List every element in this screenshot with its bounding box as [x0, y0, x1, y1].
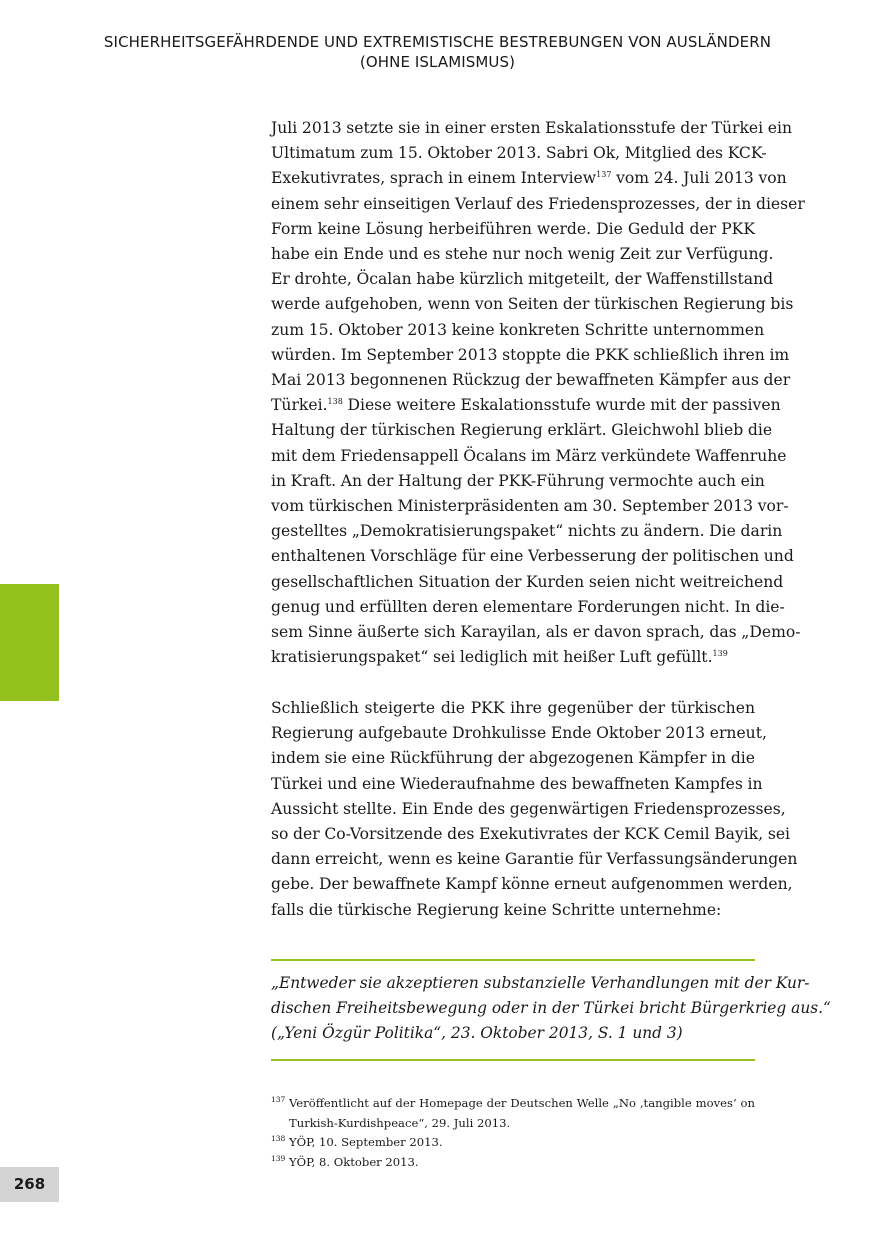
text-line: falls die türkische Regierung keine Schritte unternehme:	[271, 900, 722, 919]
text-fragment: vom 24. Juli 2013 von	[611, 169, 787, 188]
text-fragment: kratisierungspaket“ sei lediglich mit heißer Luft gefüllt.	[271, 648, 713, 667]
text-line: Ultimatum zum 15. Oktober 2013. Sabri Ok, Mitglied des KCK-	[271, 144, 767, 163]
quote-line: „Entweder sie akzeptieren substanzielle Verhandlungen mit der Kur-	[271, 974, 810, 992]
running-header-line-2: (OHNE ISLAMISMUS)	[359, 53, 516, 71]
running-header-line-1: SICHERHEITSGEFÄHRDENDE UND EXTREMISTISCHE BESTREBUNGEN VON AUSLÄNDERN	[103, 33, 772, 51]
text-line: Form keine Lösung herbeiführen werde. Die Geduld der PKK	[271, 219, 755, 238]
text-line: dann erreicht, wenn es keine Garantie für Verfassungsänderungen	[271, 850, 798, 869]
text-line: Haltung der türkischen Regierung erklärt. Gleichwohl blieb die	[271, 421, 773, 440]
quote-rule-bottom	[271, 1059, 755, 1061]
footnote-137	[271, 1094, 755, 1133]
text-line: vom türkischen Ministerpräsidenten am 30. September 2013 vor-	[271, 497, 789, 516]
body-paragraph-2	[271, 696, 798, 923]
chapter-color-tab	[0, 584, 59, 701]
text-fragment: Türkei.	[271, 396, 328, 415]
text-line: Mai 2013 begonnenen Rückzug der bewaffneten Kämpfer aus der	[271, 371, 791, 390]
text-line: werde aufgehoben, wenn von Seiten der türkischen Regierung bis	[271, 295, 794, 314]
footnote-line: YÖP, 10. September 2013.	[289, 1135, 443, 1149]
quote-source: („Yeni Özgür Politika“, 23. Oktober 2013, S. 1 und 3)	[271, 1024, 683, 1043]
page-number: 268	[0, 1167, 59, 1202]
text-line: Juli 2013 setzte sie in einer ersten Eskalationsstufe der Türkei ein	[271, 119, 793, 137]
footnotes	[271, 1094, 755, 1172]
text-line: Türkei und eine Wiederaufnahme des bewaffneten Kampfes in	[271, 774, 763, 793]
text-line: genug und erfüllten deren elementare Forderungen nicht. In die-	[271, 597, 785, 616]
footnote-number: 138	[271, 1134, 286, 1143]
text-line: in Kraft. An der Haltung der PKK-Führung vermochte auch ein	[271, 471, 765, 490]
text-line: mit dem Friedensappell Öcalans im März verkündete Waffenruhe	[271, 446, 787, 465]
text-line: indem sie eine Rückführung der abgezogenen Kämpfer in die	[271, 749, 756, 768]
text-line	[271, 393, 781, 418]
text-line	[271, 166, 787, 191]
text-line: habe ein Ende und es stehe nur noch wenig Zeit zur Verfügung.	[271, 245, 774, 264]
footnote-number: 137	[271, 1095, 286, 1104]
text-line: gestelltes „Demokratisierungspaket“ nichts zu ändern. Die darin	[271, 522, 783, 541]
footnote-138	[271, 1133, 755, 1153]
text-fragment: Diese weitere Eskalationsstufe wurde mit der passiven	[342, 396, 781, 415]
text-line: Aussicht stellte. Ein Ende des gegenwärtigen Friedensprozesses,	[271, 799, 786, 818]
text-line: zum 15. Oktober 2013 keine konkreten Schritte unternommen	[271, 320, 765, 339]
text-line: so der Co-Vorsitzende des Exekutivrates der KCK Cemil Bayik, sei	[271, 825, 791, 844]
text-line: würden. Im September 2013 stoppte die PKK schließlich ihren im	[271, 345, 790, 364]
text-line: sem Sinne äußerte sich Karayilan, als er davon sprach, das „Demo-	[271, 623, 801, 642]
text-line: enthaltenen Vorschläge für eine Verbesserung der politischen und	[271, 547, 794, 566]
quote-rule-top	[271, 959, 755, 961]
text-line: Regierung aufgebaute Drohkulisse Ende Oktober 2013 erneut,	[271, 724, 767, 743]
footnote-line: Turkish-Kurdishpeace“, 29. Juli 2013.	[289, 1115, 511, 1130]
text-line: gebe. Der bewaffnete Kampf könne erneut aufgenommen werden,	[271, 875, 793, 894]
footnote-number: 139	[271, 1153, 286, 1163]
text-line	[271, 645, 755, 670]
footnote-ref-139[interactable]: 139	[712, 649, 728, 659]
footnote-ref-137[interactable]: 137	[596, 170, 612, 180]
text-line: Er drohte, Öcalan habe kürzlich mitgeteilt, der Waffenstillstand	[271, 270, 774, 289]
body-paragraph-1	[271, 116, 805, 670]
text-line: gesellschaftlichen Situation der Kurden seien nicht weitreichend	[271, 572, 784, 591]
text-line: einem sehr einseitigen Verlauf des Friedensprozesses, der in dieser	[271, 194, 805, 213]
text-line: Schließlich steigerte die PKK ihre gegenüber der türkischen	[271, 699, 755, 717]
footnote-line: YÖP, 8. Oktober 2013.	[289, 1154, 419, 1169]
block-quote	[271, 971, 831, 1047]
footnote-139	[271, 1153, 755, 1173]
quote-line: dischen Freiheitsbewegung oder in der Türkei bricht Bürgerkrieg aus.“	[271, 999, 831, 1018]
running-header	[0, 32, 875, 72]
footnote-line: Veröffentlicht auf der Homepage der Deutschen Welle „No ‚tangible moves‘ on	[289, 1096, 755, 1110]
footnote-ref-138[interactable]: 138	[327, 397, 343, 407]
text-fragment: Exekutivrates, sprach in einem Interview	[271, 169, 597, 188]
